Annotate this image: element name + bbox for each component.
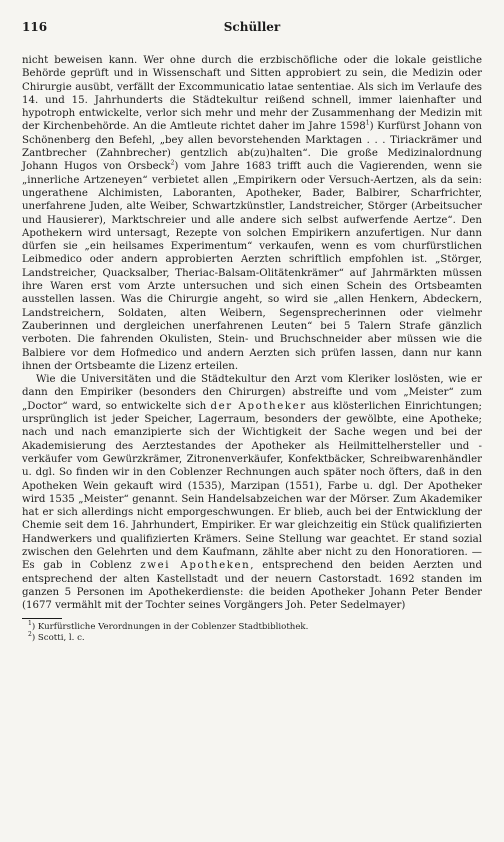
paragraph (22, 54, 482, 373)
footnote (22, 622, 482, 633)
footnote-text: ) Kurfürstliche Verordnungen in der Coblenzer Stadtbibliothek. (31, 622, 309, 633)
page-header (22, 20, 482, 38)
text-run: ) vom Jahre 1683 trifft auch die Vagierenden, wenn sie „innerliche Artzeneyen“ verbietet allen „Empirikern oder Versuch-Aertzen, als da sein: ungerathene Alchimisten, Laboranten, Apotheker, Bader, Balbirer, Scharfrichter, unerfahrene Juden, alte Weiber, Schwartzkünstler, Landstreicher, Störger (Arbeitsucher und Hausierer), Marktschreier und alle andere sich selbst aufwerfende Aertze“. Den Apothekern wird untersagt, Rezepte von solchen Empirikern anzufertigen. Nur dann dürfen sie „ein heilsames Experimentum“ verkaufen, wenn es vom churfürstlichen Leibmedico oder andern approbierten Aerzten schriftlich empfohlen ist. „Störger, Landstreicher, Quacksalber, Theriac-Balsam-Olitätenkrämer“ auf Jahrmärkten müssen ihre Waren erst vom Arzte untersuchen und sich einen Schein des Ortsbeamten ausstellen lassen. Was die Chirurgie angeht, so wird sie „allen Henkern, Abdeckern, Landstreichern, Soldaten, alten Weibern, Segensprecherinnen oder vielmehr Zauberinnen und dergleichen unerfahrenen Leuten“ bei 5 Talern Strafe gänzlich verboten. Die fahrenden Okulisten, Stein- und Bruchschneider aber müssen wie die Balbiere vor dem Hofmedico und andern Aerzten sich prüfen lassen, dann nur kann ihnen der Ortsbeamte die Lizenz erteilen. (22, 161, 482, 372)
page-number: 116 (22, 20, 48, 34)
footnotes (22, 622, 482, 644)
footnote-separator (22, 618, 62, 619)
running-title: Schüller (223, 20, 281, 34)
text-run: ) Kurfürst Johann von Schönenberg den Befehl, „bey allen bevorstehenden Marktagen . . . Tiriackrämer und Zantbrecher (Zahnbrecher) gentzlich ab(zu)halten“. Die große Medizinalordnung Johann Hugos von Orsbeck (22, 121, 482, 173)
footnote-text: ) Scotti, l. c. (31, 633, 85, 644)
text-run: nicht beweisen kann. Wer ohne durch die erzbischöfliche oder die lokale geistliche Behörde geprüft und in Wissenschaft und Sitten approbiert zu sein, die Medizin oder Chirurgie ausübt, verfällt der Excommunicatio latae sententiae. Als sich im Verlaufe des 14. und 15. Jahrhunderts die Städtekultur reißend schnell, immer laienhafter und hypotroph entwickelte, verlor sich mehr und mehr der Zusammenhang der Medizin mit der Kirchenbehörde. An die Amtleute richtet daher im Jahre 1598 (22, 55, 482, 133)
text-run: , entsprechend den beiden Aerzten und entsprechend der alten Kastellstadt und der neuern Castorstadt. 1692 standen im ganzen 5 Personen im Apothekerdienste: die beiden Apotheker Johann Peter Bender (1677 vermählt mit der Tochter seines Vorgängers Joh. Peter Sedelmayer) (22, 560, 482, 612)
footnote-marker: 1 (365, 120, 370, 128)
body-text (22, 54, 482, 612)
footnote-mark: 1 (28, 620, 32, 628)
footnote (22, 633, 482, 644)
text-run: Wie die Universitäten und die Städtekultur den Arzt vom Kleriker loslösten, wie er dann den Empiriker (besonders den Chirurgen) abstreifte und vom „Meister“ zum „Doctor“ ward, so entwickelte sich (22, 374, 482, 412)
text-run: zwei Apotheken (140, 560, 251, 572)
text-run: aus klösterlichen Einrichtungen; ursprünglich ist jeder Speicher, Lagerraum, besonders der gewölbte, eine Apotheke; nach und nach emanzipierte sich der Wichtigkeit der Sache wegen und bei der Akademisierung des Aerztestandes der Apotheker als Heilmittelhersteller und -verkäufer vom Gewürzkrämer, Zitronenverkäufer, Konfektbäcker, Schreibwarenhändler u. dgl. So finden wir in den Coblenzer Rechnungen auch später noch öfters, daß in den Apotheken Wein gekauft wird (1535), Marzipan (1551), Farbe u. dgl. Der Apotheker wird 1535 „Meister“ genannt. Sein Handelsabzeichen war der Mörser. Zum Akademiker hat er sich allerdings nicht emporgeschwungen. Er blieb, auch bei der Entwicklung der Chemie seit dem 16. Jahrhundert, Empiriker. Er war gleichzeitig ein Stück qualifizierten Handwerkers und qualifizierten Krämers. Seine Stellung war geachtet. Er stand sozial zwischen den Gelehrten und dem Kaufmann, zählte aber nicht zu den Honoratioren. — Es gab in Coblenz (22, 400, 482, 572)
footnote-mark: 2 (28, 631, 32, 639)
footnote-marker: 2 (170, 159, 175, 167)
text-run: der Apotheker (210, 400, 307, 412)
paragraph (22, 373, 482, 612)
